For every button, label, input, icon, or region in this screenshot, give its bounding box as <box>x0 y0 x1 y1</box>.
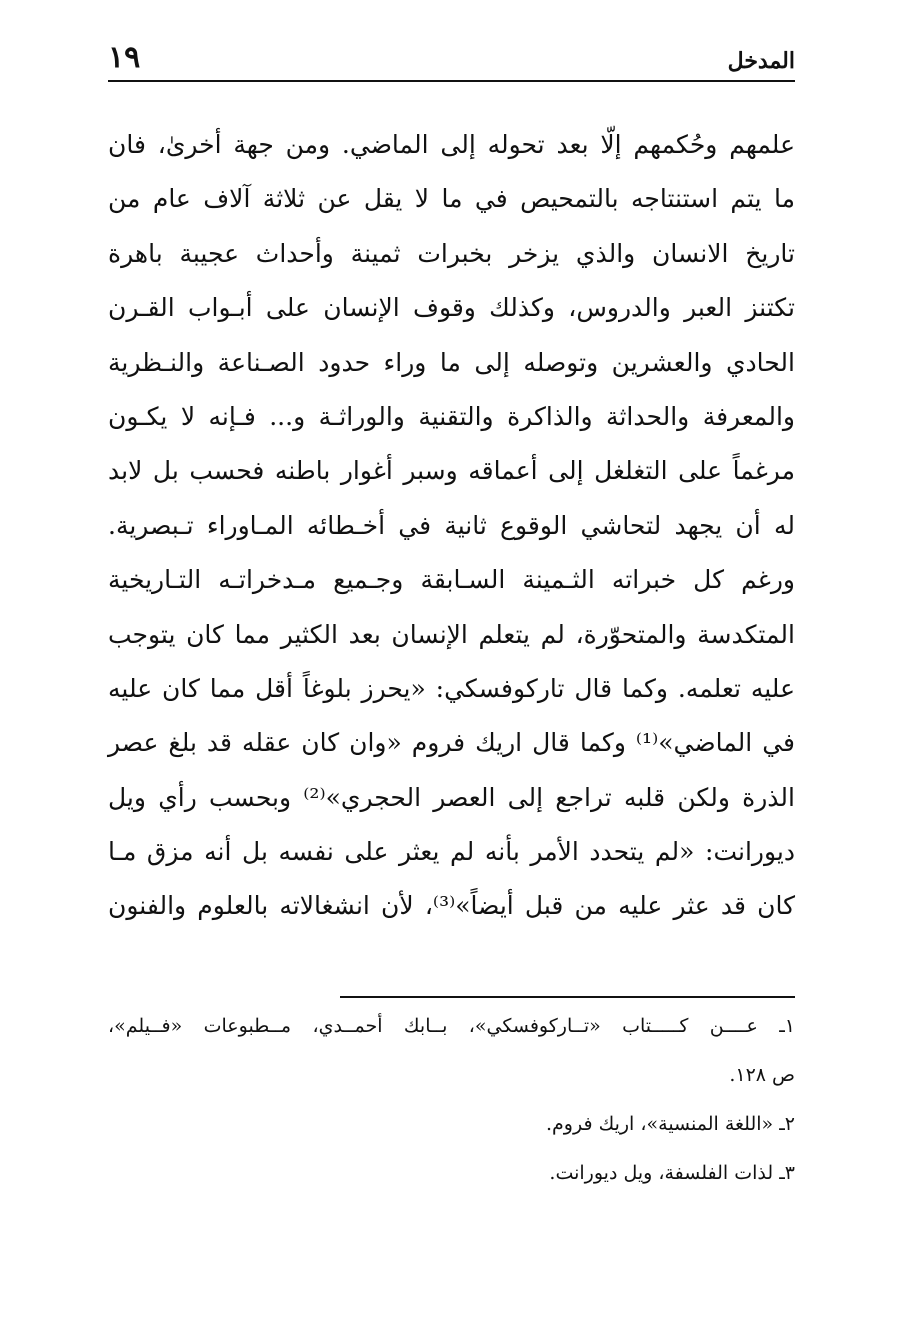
page-number: ١٩ <box>108 40 141 75</box>
body-line: ديورانت: «لم يتحدد الأمر بأنه لم يعثر على نفسه بل أنه مزق مـا <box>108 837 795 867</box>
footnote-3: ٣ـ لذات الفلسفة، ويل ديورانت. <box>549 1162 795 1184</box>
body-line: والمعرفة والحداثة والذاكرة والتقنية والوراثـة و... فـإنه لا يكـون <box>108 401 795 431</box>
section-title: المدخل <box>727 48 795 74</box>
body-text <box>108 118 795 934</box>
footnotes <box>108 1002 795 1198</box>
header-rule <box>108 80 795 82</box>
footnote-1-continuation: ص ١٢٨. <box>729 1064 795 1086</box>
footnote-1: ١ـ عــــن كـــــتاب «تــاركوفسكي»، بــابك أحمــدي، مــطبوعات «فــيلم»، <box>108 1015 795 1037</box>
body-line: ورغم كل خبراته الثـمينة السـابقة وجـميع مـدخراتـه التـاريخية <box>108 565 795 595</box>
body-line: علمهم وحُكمهم إلّا بعد تحوله إلى الماضي. ومن جهة أخرىٰ، فان <box>108 130 795 159</box>
body-line: مرغماً على التغلغل إلى أعماقه وسبر أغوار باطنه فحسب بل لابد <box>108 456 795 486</box>
body-line: المتكدسة والمتحوّرة، لم يتعلم الإنسان بعد الكثير مما كان يتوجب <box>108 619 795 649</box>
body-line: الذرة ولكن قلبه تراجع إلى العصر الحجري»⁽²⁾ وبحسب رأي ويل <box>108 782 795 812</box>
body-line: تاريخ الانسان والذي يزخر بخبرات ثمينة وأحداث عجيبة باهرة <box>108 238 795 268</box>
body-line: عليه تعلمه. وكما قال تاركوفسكي: «يحرز بلوغاً أقل مما كان عليه <box>108 673 795 703</box>
body-line: ما يتم استنتاجه بالتمحيص في ما لا يقل عن ثلاثة آلاف عام من <box>108 184 795 214</box>
running-header <box>108 36 795 80</box>
footnote-2: ٢ـ «اللغة المنسية»، اريك فروم. <box>546 1113 795 1135</box>
body-line: الحادي والعشرين وتوصله إلى ما وراء حدود الصـناعة والنـظرية <box>108 347 795 377</box>
footnote-rule <box>340 996 795 998</box>
body-line: في الماضي»⁽¹⁾ وكما قال اريك فروم «وان كان عقله قد بلغ عصر <box>108 728 795 758</box>
body-line: تكتنز العبر والدروس، وكذلك وقوف الإنسان على أبـواب القـرن <box>108 293 795 323</box>
body-line: كان قد عثر عليه من قبل أيضاً»⁽³⁾، لأن انشغالاته بالعلوم والفنون <box>108 891 796 921</box>
body-line: له أن يجهد لتحاشي الوقوع ثانية في أخـطائه المـاوراء تـبصرية. <box>108 510 795 540</box>
